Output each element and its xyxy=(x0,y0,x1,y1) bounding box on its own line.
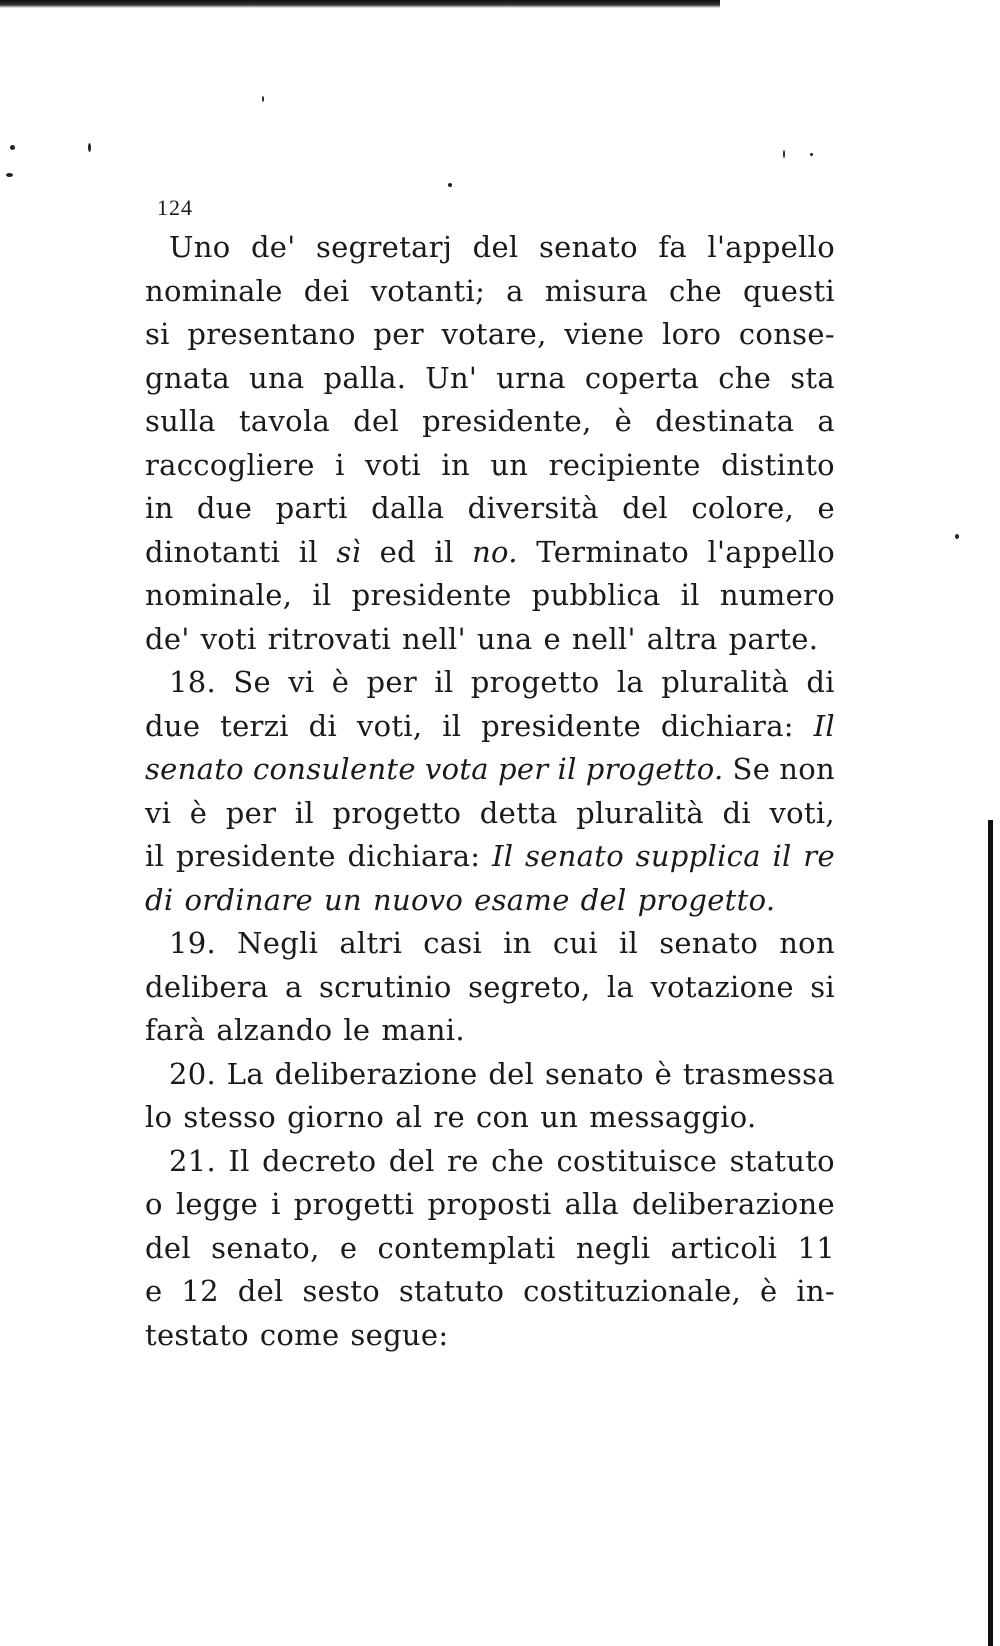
print-speck xyxy=(10,145,15,150)
italic-word: ordinare xyxy=(184,882,314,917)
word: e xyxy=(817,491,835,525)
word: senato xyxy=(538,230,638,264)
print-speck xyxy=(448,183,452,187)
word: nominale xyxy=(145,273,283,308)
word: colore, xyxy=(691,491,795,525)
word: e xyxy=(543,621,561,656)
italic-word: un xyxy=(324,882,362,917)
page-top-edge-shadow xyxy=(0,0,720,8)
text-line xyxy=(145,226,835,270)
word: del xyxy=(622,491,668,525)
word: de' xyxy=(145,621,190,656)
text-line xyxy=(145,879,835,923)
word: ed xyxy=(379,534,416,569)
word: come xyxy=(259,1317,340,1352)
word: 19. xyxy=(169,926,217,960)
text-line xyxy=(145,531,835,575)
word: giorno xyxy=(287,1100,385,1134)
word: pubblica xyxy=(531,578,661,612)
word: urna xyxy=(496,360,566,395)
italic-word: di xyxy=(145,882,174,917)
word: in xyxy=(145,491,174,525)
word: messaggio. xyxy=(589,1100,757,1134)
word: votazione xyxy=(650,969,794,1004)
text-line xyxy=(145,1053,835,1097)
word: distinto xyxy=(721,447,835,482)
binding-edge-shadow xyxy=(988,820,993,1646)
word: una xyxy=(248,360,305,395)
word: una xyxy=(476,621,533,656)
italic-word: il xyxy=(772,839,792,873)
word: testato xyxy=(145,1317,249,1352)
word: di xyxy=(308,708,338,743)
word: vi xyxy=(288,665,315,699)
text-line xyxy=(145,1314,835,1358)
italic-word: esame xyxy=(474,882,570,917)
italic-word: sì xyxy=(336,534,362,569)
text-line xyxy=(145,1009,835,1053)
word: si xyxy=(145,317,170,351)
word: in xyxy=(441,447,470,482)
word: coperta xyxy=(584,360,700,395)
word: sesto xyxy=(302,1274,381,1308)
word: per xyxy=(225,795,277,830)
word: due xyxy=(196,491,253,525)
word: articoli xyxy=(670,1230,778,1265)
word: terzi xyxy=(220,708,289,743)
text-line xyxy=(145,444,835,488)
word: di xyxy=(806,665,835,699)
word: l'appello xyxy=(707,534,835,569)
word: viene xyxy=(564,317,645,351)
italic-word: re xyxy=(803,839,835,873)
text-line xyxy=(145,661,835,705)
word: in xyxy=(503,926,532,960)
print-speck xyxy=(6,173,13,177)
text-line xyxy=(145,400,835,444)
text-line xyxy=(145,705,835,749)
italic-word: progetto. xyxy=(637,882,776,917)
word: Se xyxy=(732,752,771,786)
italic-word: no. xyxy=(472,534,518,569)
italic-word: senato xyxy=(525,839,624,873)
word: per xyxy=(373,317,424,351)
print-speck xyxy=(262,96,264,102)
text-line xyxy=(145,1270,835,1314)
word: a xyxy=(506,273,524,308)
word: presentano xyxy=(187,317,356,351)
italic-word: progetto. xyxy=(585,752,724,786)
word: l'appello xyxy=(707,230,835,264)
text-line xyxy=(145,1183,835,1227)
italic-word: supplica xyxy=(635,839,761,873)
word: decreto xyxy=(262,1143,377,1178)
word: dei xyxy=(303,273,350,308)
text-line xyxy=(145,1140,835,1184)
word: il xyxy=(434,534,454,569)
word: il xyxy=(680,578,700,612)
word: un xyxy=(540,1100,579,1134)
word: progetto xyxy=(470,665,600,699)
word: è xyxy=(189,795,208,830)
word: segretarj xyxy=(316,230,453,264)
text-line xyxy=(145,922,835,966)
word: proposti xyxy=(427,1187,552,1221)
word: che xyxy=(718,360,772,395)
italic-word: consulente xyxy=(252,752,416,786)
word: pluralità xyxy=(576,795,704,830)
word: segue: xyxy=(350,1317,449,1352)
italic-word: nuovo xyxy=(372,882,464,917)
word: destinata xyxy=(655,404,795,438)
word: legge xyxy=(175,1187,259,1221)
word: Il xyxy=(228,1143,250,1178)
word: dinotanti xyxy=(145,534,281,569)
word: casi xyxy=(423,926,483,960)
word: del xyxy=(472,230,519,264)
text-line xyxy=(145,487,835,531)
word: gnata xyxy=(145,360,230,395)
word: 21. xyxy=(169,1143,217,1178)
text-line xyxy=(145,574,835,618)
word: la xyxy=(616,665,644,699)
text-line xyxy=(145,748,835,792)
word: La xyxy=(226,1056,264,1091)
italic-word: senato xyxy=(145,752,244,786)
word: 18. xyxy=(169,665,217,699)
word: voti xyxy=(200,621,257,656)
word: senato xyxy=(544,1056,644,1091)
word: fa xyxy=(658,230,687,264)
italic-word: il xyxy=(557,752,577,786)
page-number: 124 xyxy=(157,195,193,220)
word: nell' xyxy=(402,621,466,656)
print-speck xyxy=(955,534,959,539)
word: parte. xyxy=(728,621,819,656)
word: diversità xyxy=(467,491,599,525)
word: statuto xyxy=(729,1143,835,1178)
word: stesso xyxy=(183,1100,277,1134)
word: deliberazione xyxy=(632,1187,835,1221)
italic-word: per xyxy=(497,752,549,786)
word: farà xyxy=(145,1013,206,1047)
text-line xyxy=(145,1227,835,1271)
word: in- xyxy=(796,1274,835,1308)
word: di xyxy=(722,795,751,830)
word: a xyxy=(817,404,835,438)
word: parti xyxy=(275,491,348,525)
word: i xyxy=(271,1187,281,1221)
page-body-text xyxy=(145,226,835,1357)
word: è xyxy=(654,1056,673,1091)
word: progetto xyxy=(332,795,462,830)
word: presidente xyxy=(175,839,336,873)
word: costituzionale, xyxy=(523,1274,742,1308)
italic-word: del xyxy=(580,882,627,917)
word: voti, xyxy=(356,708,423,743)
word: detta xyxy=(479,795,558,830)
word: due xyxy=(145,708,201,743)
word: negli xyxy=(575,1230,651,1265)
print-speck xyxy=(810,153,813,156)
word: progetti xyxy=(293,1187,415,1221)
word: statuto xyxy=(398,1274,505,1308)
word: il xyxy=(294,795,314,830)
italic-word: Il xyxy=(492,839,514,873)
word: delibera xyxy=(145,969,269,1004)
word: il xyxy=(618,926,639,960)
word: sta xyxy=(790,360,835,395)
word: un xyxy=(490,447,529,482)
word: a xyxy=(284,969,303,1004)
word: conse- xyxy=(738,317,835,351)
print-speck xyxy=(783,150,785,158)
text-line xyxy=(145,357,835,401)
word: alzando xyxy=(216,1013,333,1047)
word: votanti; xyxy=(370,273,486,308)
word: per xyxy=(366,665,418,699)
text-line xyxy=(145,792,835,836)
word: dalla xyxy=(371,491,445,525)
word: cui xyxy=(552,926,598,960)
word: e xyxy=(339,1230,358,1265)
word: del xyxy=(237,1274,284,1308)
word: Se xyxy=(233,665,271,699)
word: sulla xyxy=(145,404,216,438)
word: deliberazione xyxy=(274,1056,478,1091)
word: trasmessa xyxy=(682,1056,835,1091)
word: è xyxy=(759,1274,778,1308)
word: del xyxy=(145,1230,191,1265)
italic-word: Il xyxy=(813,708,835,743)
word: re xyxy=(447,1143,479,1178)
word: Un' xyxy=(425,360,478,395)
word: alla xyxy=(564,1187,619,1221)
word: il xyxy=(145,839,165,873)
word: il xyxy=(298,534,318,569)
word: voti, xyxy=(769,795,835,830)
word: le xyxy=(343,1013,371,1047)
word: nell' xyxy=(571,621,636,656)
word: raccogliere xyxy=(145,447,315,482)
text-line xyxy=(145,1096,835,1140)
word: e xyxy=(145,1274,163,1308)
word: questi xyxy=(742,273,835,308)
word: con xyxy=(475,1100,530,1134)
print-speck xyxy=(88,143,91,152)
word: o xyxy=(145,1187,163,1221)
word: dichiara: xyxy=(660,708,794,743)
word: voti xyxy=(365,447,422,482)
word: mani. xyxy=(381,1013,465,1047)
word: de' xyxy=(250,230,296,264)
word: misura xyxy=(544,273,649,308)
word: costituisce xyxy=(556,1143,718,1178)
word: segreto, xyxy=(468,969,591,1004)
word: non xyxy=(779,926,835,960)
word: del xyxy=(353,404,400,438)
word: Uno xyxy=(169,230,231,264)
word: pluralità xyxy=(661,665,790,699)
word: 20. xyxy=(169,1056,217,1091)
word: lo xyxy=(145,1100,173,1134)
word: palla. xyxy=(323,360,407,395)
word: si xyxy=(810,969,835,1004)
word: il xyxy=(442,708,462,743)
word: presidente xyxy=(481,708,642,743)
word: altri xyxy=(339,926,403,960)
word: votare, xyxy=(441,317,547,351)
word: il xyxy=(312,578,332,612)
text-line xyxy=(145,618,835,662)
word: è xyxy=(331,665,350,699)
word: loro xyxy=(662,317,722,351)
word: non xyxy=(779,752,835,786)
word: senato, xyxy=(211,1230,320,1265)
word: 11 xyxy=(797,1230,835,1265)
word: del xyxy=(388,1143,435,1178)
word: presidente xyxy=(351,578,512,612)
word: numero xyxy=(719,578,835,612)
word: dichiara: xyxy=(347,839,481,873)
word: Terminato xyxy=(536,534,689,569)
word: il xyxy=(434,665,454,699)
word: nominale, xyxy=(145,578,293,612)
text-line xyxy=(145,966,835,1010)
word: del xyxy=(488,1056,535,1091)
word: che xyxy=(669,273,722,308)
word: ritrovati xyxy=(267,621,392,656)
text-line xyxy=(145,835,835,879)
word: presidente, xyxy=(422,404,592,438)
word: la xyxy=(606,969,635,1004)
word: Negli xyxy=(237,926,319,960)
word: senato xyxy=(659,926,759,960)
word: al xyxy=(395,1100,423,1134)
word: recipiente xyxy=(548,447,701,482)
text-line xyxy=(145,270,835,314)
word: è xyxy=(614,404,633,438)
word: contemplati xyxy=(377,1230,556,1265)
word: tavola xyxy=(238,404,331,438)
word: 12 xyxy=(181,1274,219,1308)
word: i xyxy=(335,447,345,482)
word: che xyxy=(491,1143,545,1178)
word: re xyxy=(433,1100,465,1134)
text-line xyxy=(145,313,835,357)
italic-word: vota xyxy=(424,752,489,786)
word: vi xyxy=(145,795,172,830)
word: altra xyxy=(646,621,718,656)
word: scrutinio xyxy=(318,969,452,1004)
